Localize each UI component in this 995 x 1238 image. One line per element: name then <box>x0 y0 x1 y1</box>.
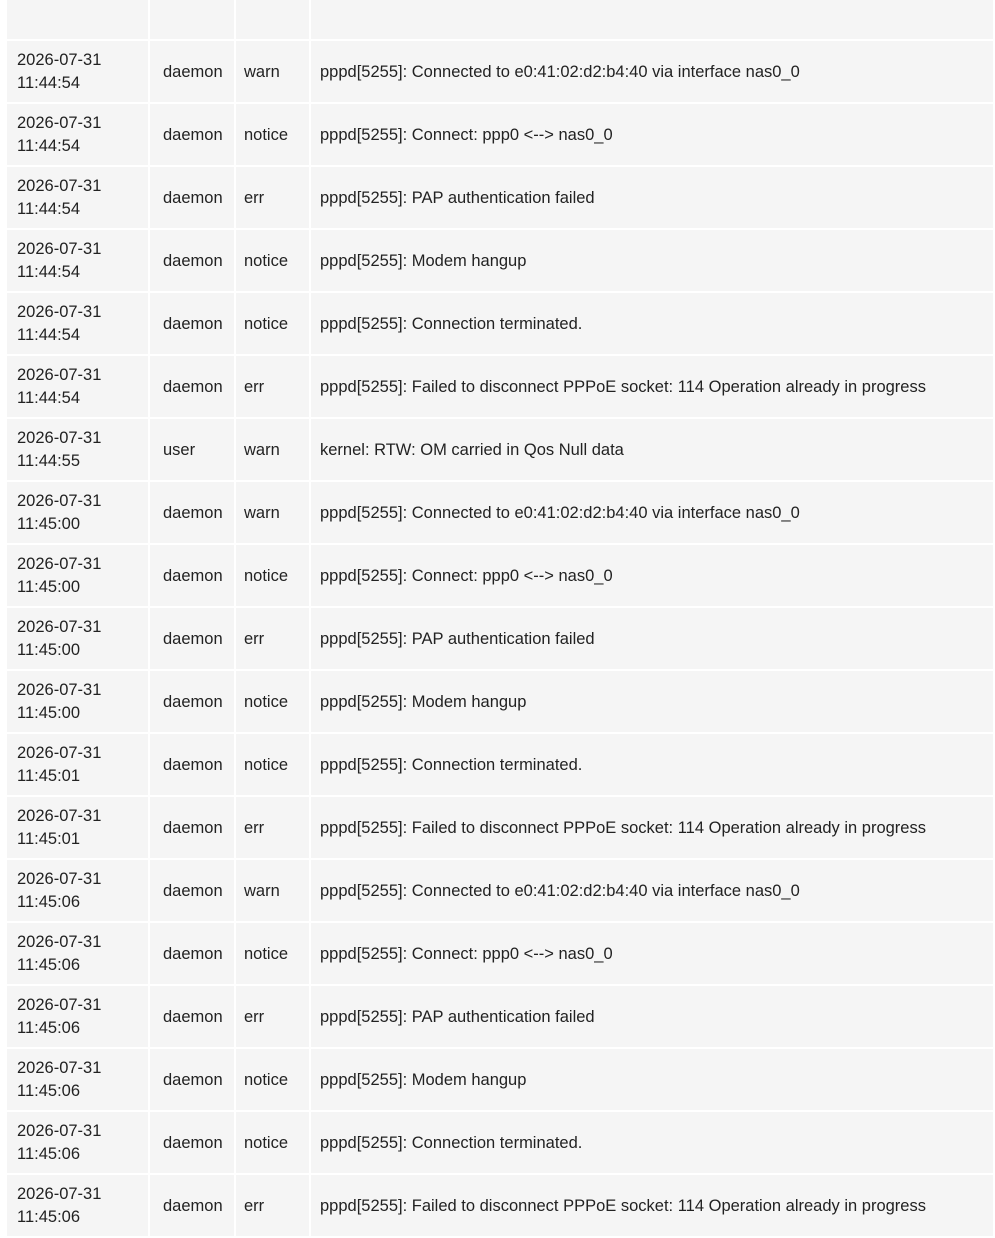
log-level: err <box>236 167 311 230</box>
log-facility: daemon <box>150 545 236 608</box>
table-row <box>7 293 995 356</box>
log-facility: daemon <box>150 797 236 860</box>
log-level: warn <box>236 41 311 104</box>
table-row <box>7 104 995 167</box>
log-level: notice <box>236 293 311 356</box>
log-date: 2026-07-31 <box>17 555 102 573</box>
log-message: pppd[5255]: Modem hangup <box>311 671 995 734</box>
log-date: 2026-07-31 <box>17 492 102 510</box>
log-date: 2026-07-31 <box>17 303 102 321</box>
log-date: 2026-07-31 <box>17 1185 102 1203</box>
table-row <box>7 0 995 41</box>
table-row <box>7 356 995 419</box>
log-timestamp <box>7 230 150 293</box>
log-level: err <box>236 986 311 1049</box>
log-message: pppd[5255]: Connect: ppp0 <--> nas0_0 <box>311 104 995 167</box>
log-time: 11:45:01 <box>17 767 81 785</box>
log-facility: daemon <box>150 986 236 1049</box>
log-message: pppd[5255]: Connection terminated. <box>311 293 995 356</box>
log-time: 11:44:54 <box>17 74 81 92</box>
log-level: notice <box>236 1049 311 1112</box>
table-row <box>7 1175 995 1238</box>
log-message: pppd[5255]: PAP authentication failed <box>311 986 995 1049</box>
log-level: notice <box>236 671 311 734</box>
log-timestamp <box>7 419 150 482</box>
log-level: err <box>236 1175 311 1238</box>
log-facility: daemon <box>150 1112 236 1175</box>
system-log-table <box>7 0 995 1238</box>
log-timestamp <box>7 923 150 986</box>
log-date: 2026-07-31 <box>17 807 102 825</box>
log-message <box>311 0 995 41</box>
log-message: pppd[5255]: PAP authentication failed <box>311 608 995 671</box>
log-timestamp <box>7 1112 150 1175</box>
log-timestamp <box>7 41 150 104</box>
log-level: warn <box>236 419 311 482</box>
log-level: err <box>236 608 311 671</box>
table-row <box>7 545 995 608</box>
log-timestamp <box>7 545 150 608</box>
log-message: pppd[5255]: Connect: ppp0 <--> nas0_0 <box>311 923 995 986</box>
log-message: pppd[5255]: Connected to e0:41:02:d2:b4:40 via interface nas0_0 <box>311 860 995 923</box>
log-facility: daemon <box>150 167 236 230</box>
log-time: 11:45:00 <box>17 641 81 659</box>
log-date: 2026-07-31 <box>17 114 102 132</box>
log-message: pppd[5255]: Connected to e0:41:02:d2:b4:40 via interface nas0_0 <box>311 41 995 104</box>
log-date: 2026-07-31 <box>17 1059 102 1077</box>
log-message: pppd[5255]: Failed to disconnect PPPoE socket: 114 Operation already in progress <box>311 356 995 419</box>
log-timestamp <box>7 356 150 419</box>
log-facility: daemon <box>150 356 236 419</box>
log-facility: daemon <box>150 734 236 797</box>
table-row <box>7 419 995 482</box>
table-row <box>7 986 995 1049</box>
log-facility: daemon <box>150 41 236 104</box>
log-facility: daemon <box>150 1049 236 1112</box>
log-time: 11:45:06 <box>17 1082 81 1100</box>
log-time: 11:45:06 <box>17 893 81 911</box>
table-row <box>7 608 995 671</box>
table-row <box>7 482 995 545</box>
log-timestamp <box>7 797 150 860</box>
log-time: 11:44:54 <box>17 263 81 281</box>
log-timestamp <box>7 1175 150 1238</box>
log-level: notice <box>236 545 311 608</box>
log-facility: daemon <box>150 104 236 167</box>
log-level: err <box>236 797 311 860</box>
log-time: 11:45:06 <box>17 956 81 974</box>
log-timestamp <box>7 986 150 1049</box>
log-facility: daemon <box>150 482 236 545</box>
log-facility: daemon <box>150 860 236 923</box>
log-date: 2026-07-31 <box>17 933 102 951</box>
log-time: 11:44:54 <box>17 389 81 407</box>
table-row <box>7 167 995 230</box>
log-timestamp <box>7 671 150 734</box>
log-facility: daemon <box>150 608 236 671</box>
log-date: 2026-07-31 <box>17 996 102 1014</box>
log-level: notice <box>236 104 311 167</box>
log-message: kernel: RTW: OM carried in Qos Null data <box>311 419 995 482</box>
log-time: 11:45:00 <box>17 704 81 722</box>
table-row <box>7 923 995 986</box>
log-timestamp <box>7 0 150 41</box>
table-row <box>7 734 995 797</box>
table-row <box>7 1049 995 1112</box>
log-time: 11:45:06 <box>17 1019 81 1037</box>
log-level: err <box>236 356 311 419</box>
log-level: notice <box>236 1112 311 1175</box>
log-timestamp <box>7 734 150 797</box>
log-message: pppd[5255]: Connection terminated. <box>311 734 995 797</box>
log-facility <box>150 0 236 41</box>
log-time: 11:45:00 <box>17 515 81 533</box>
log-time: 11:45:06 <box>17 1208 81 1226</box>
log-date: 2026-07-31 <box>17 366 102 384</box>
log-timestamp <box>7 104 150 167</box>
log-time: 11:45:01 <box>17 830 81 848</box>
log-date: 2026-07-31 <box>17 177 102 195</box>
log-level: warn <box>236 860 311 923</box>
log-date: 2026-07-31 <box>17 618 102 636</box>
log-facility: daemon <box>150 230 236 293</box>
table-row <box>7 230 995 293</box>
log-facility: daemon <box>150 293 236 356</box>
log-date: 2026-07-31 <box>17 240 102 258</box>
log-message: pppd[5255]: Failed to disconnect PPPoE socket: 114 Operation already in progress <box>311 1175 995 1238</box>
log-table-body <box>7 0 995 1238</box>
log-timestamp <box>7 608 150 671</box>
log-date: 2026-07-31 <box>17 429 102 447</box>
log-time: 11:44:54 <box>17 200 81 218</box>
log-timestamp <box>7 482 150 545</box>
log-date: 2026-07-31 <box>17 681 102 699</box>
log-message: pppd[5255]: Connected to e0:41:02:d2:b4:40 via interface nas0_0 <box>311 482 995 545</box>
table-row <box>7 41 995 104</box>
table-row <box>7 797 995 860</box>
log-time: 11:44:55 <box>17 452 81 470</box>
log-message: pppd[5255]: Failed to disconnect PPPoE socket: 114 Operation already in progress <box>311 797 995 860</box>
log-time: 11:45:00 <box>17 578 81 596</box>
log-level <box>236 0 311 41</box>
table-row <box>7 1112 995 1175</box>
log-message: pppd[5255]: Modem hangup <box>311 230 995 293</box>
log-time: 11:44:54 <box>17 326 81 344</box>
log-level: notice <box>236 230 311 293</box>
log-level: notice <box>236 923 311 986</box>
log-message: pppd[5255]: Connect: ppp0 <--> nas0_0 <box>311 545 995 608</box>
table-row <box>7 671 995 734</box>
log-level: warn <box>236 482 311 545</box>
log-date: 2026-07-31 <box>17 870 102 888</box>
log-date: 2026-07-31 <box>17 51 102 69</box>
log-timestamp <box>7 1049 150 1112</box>
log-facility: user <box>150 419 236 482</box>
table-row <box>7 860 995 923</box>
log-date: 2026-07-31 <box>17 744 102 762</box>
log-level: notice <box>236 734 311 797</box>
log-timestamp <box>7 293 150 356</box>
log-time: 11:44:54 <box>17 137 81 155</box>
log-date: 2026-07-31 <box>17 1122 102 1140</box>
log-timestamp <box>7 167 150 230</box>
log-message: pppd[5255]: Modem hangup <box>311 1049 995 1112</box>
log-message: pppd[5255]: Connection terminated. <box>311 1112 995 1175</box>
log-time: 11:45:06 <box>17 1145 81 1163</box>
log-facility: daemon <box>150 1175 236 1238</box>
log-facility: daemon <box>150 671 236 734</box>
log-message: pppd[5255]: PAP authentication failed <box>311 167 995 230</box>
log-facility: daemon <box>150 923 236 986</box>
log-timestamp <box>7 860 150 923</box>
